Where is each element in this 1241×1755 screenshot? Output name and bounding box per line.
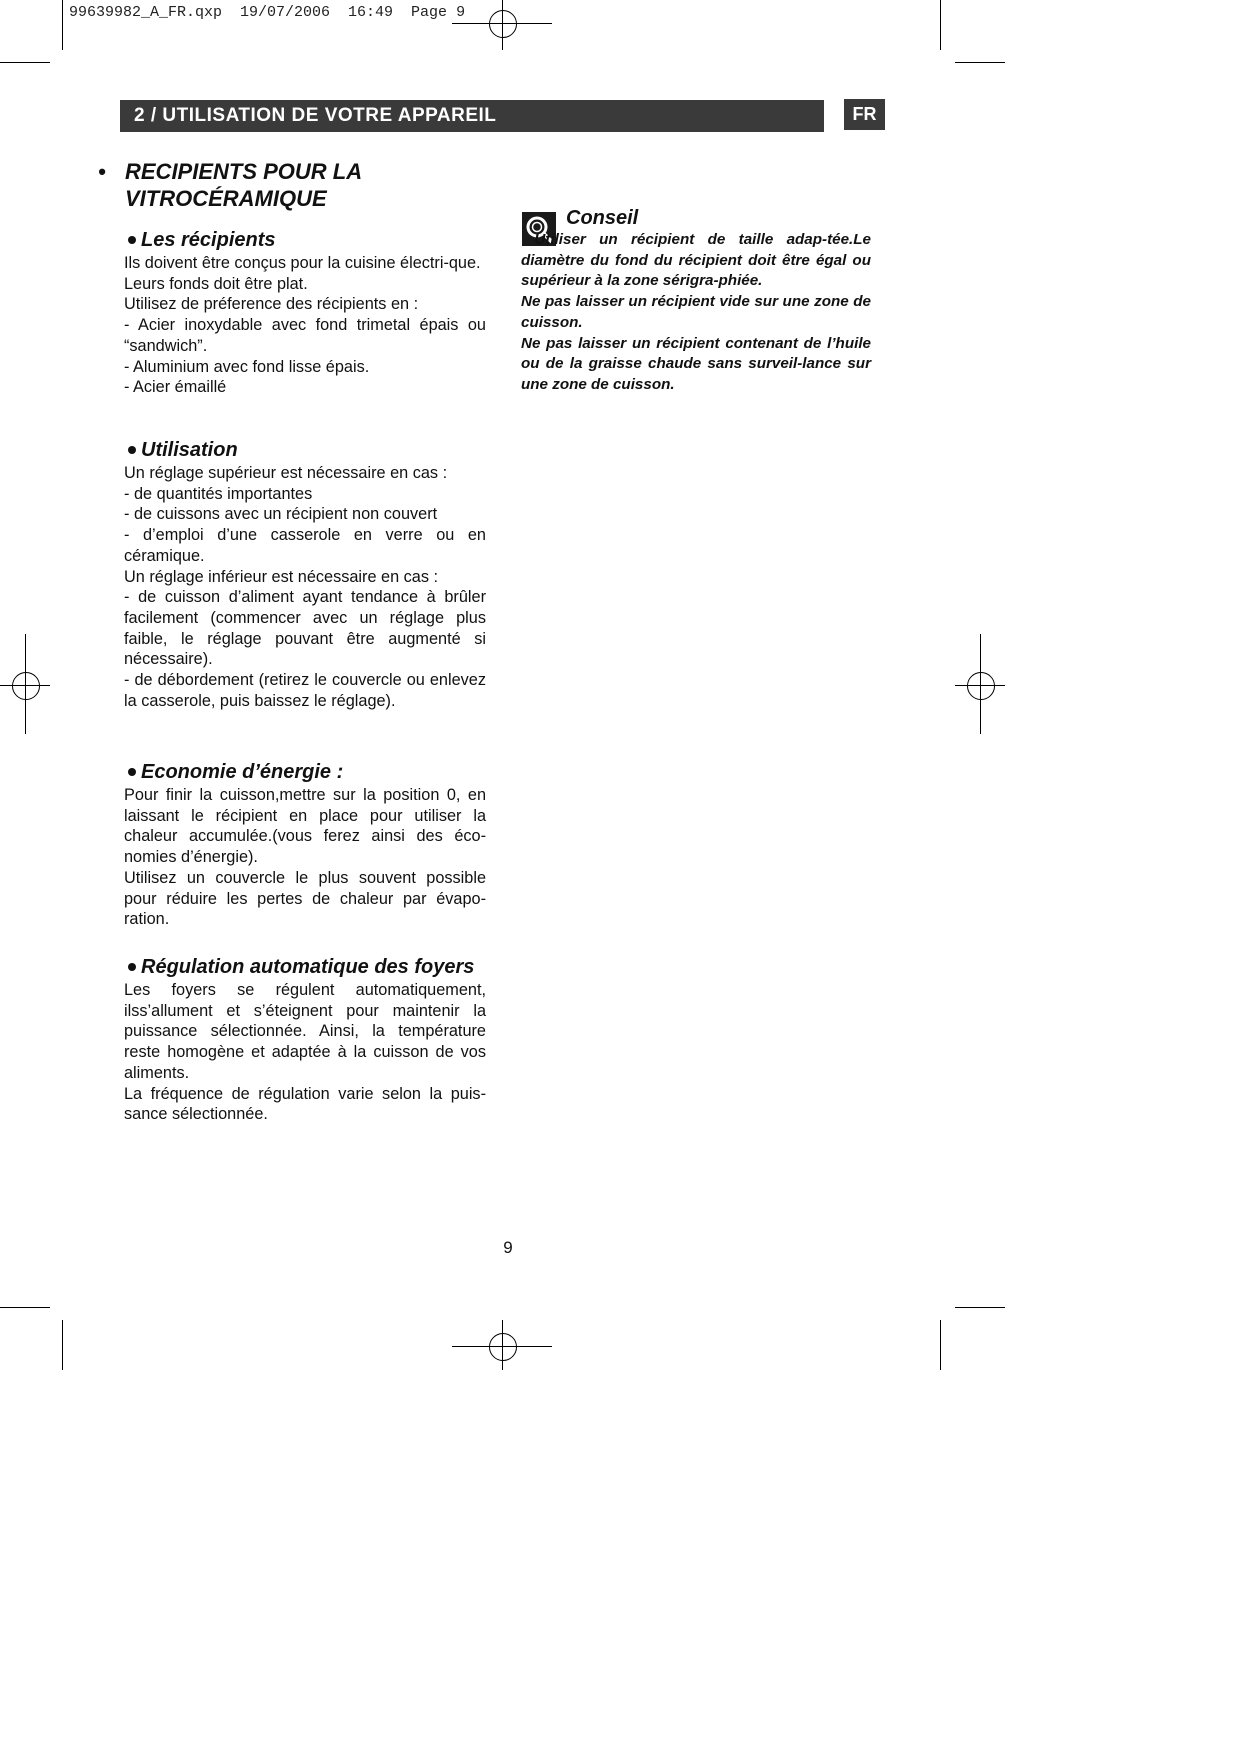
paragraph: Un réglage inférieur est nécessaire en cas : [124, 567, 439, 586]
conseil-title: Conseil [566, 207, 639, 229]
bullet-icon [128, 963, 136, 971]
crop-mark [955, 1307, 1005, 1308]
conseil-paragraph: Utiliser un récipient de taille adap-tée.Le diamètre du fond du récipient doit être égal ou supérieur à la zone sérigra-phiée. [521, 231, 876, 290]
paragraph: Leurs fonds doit être plat. [124, 274, 308, 293]
section-regulation [124, 955, 486, 1125]
crop-mark [940, 0, 941, 50]
section-title: Economie d’énergie : [128, 760, 486, 784]
paragraph: - de débordement (retirez le couvercle ou enlevez la casserole, puis baissez le réglage). [124, 671, 486, 710]
paragraph: Ils doivent être conçus pour la cuisine électri-que. [124, 254, 481, 272]
paragraph: - d’emploi d’une casserole en verre ou en céramique. [124, 526, 486, 565]
title-bullet: • [98, 159, 106, 184]
print-slug: 99639982_A_FR.qxp 19/07/2006 16:49 Page 9 [69, 4, 466, 21]
paragraph: Utilisez un couvercle le plus souvent possible pour réduire les pertes de chaleur par évapo-ration. [124, 868, 486, 929]
section-utilisation [124, 438, 486, 711]
conseil-paragraph: Ne pas laisser un récipient contenant de l’huile ou de la graisse chaude sans surveil-lance sur une zone de cuisson. [521, 334, 871, 393]
section-title: Utilisation [128, 438, 486, 462]
page-number: 9 [503, 1238, 513, 1257]
conseil-paragraph: Ne pas laisser un récipient vide sur une zone de cuisson. [521, 293, 871, 331]
section-header: 2 / UTILISATION DE VOTRE APPAREIL [120, 100, 824, 132]
section-recipients [124, 228, 486, 398]
section-title: Les récipients [128, 228, 486, 252]
paragraph: - Acier inoxydable avec fond trimetal épais ou “sandwich”. [124, 316, 486, 355]
bullet-icon [128, 446, 136, 454]
paragraph: Pour finir la cuisson,mettre sur la position 0, en laissant le récipient en place pour utiliser la chaleur accumulée.(vous ferez ainsi des éco-nomies d’énergie). [124, 786, 486, 867]
conseil-text [521, 230, 876, 396]
main-title-line1: RECIPIENTS POUR LA [125, 159, 363, 184]
section-title: Régulation automatique des foyers [128, 955, 486, 979]
paragraph: Un réglage supérieur est nécessaire en cas : [124, 464, 448, 482]
main-title-line2: VITROCÉRAMIQUE [125, 186, 327, 211]
crop-mark [0, 62, 50, 63]
paragraph: Utilisez de préference des récipients en : [124, 295, 419, 314]
main-title [98, 158, 518, 212]
crop-mark [0, 1307, 50, 1308]
paragraph: - de cuissons avec un récipient non couvert [124, 505, 438, 524]
paragraph: - Aluminium avec fond lisse épais. [124, 357, 370, 376]
crop-mark [955, 62, 1005, 63]
paragraph: - de quantités importantes [124, 484, 313, 503]
bullet-icon [128, 236, 136, 244]
section-economie [124, 760, 486, 930]
crop-mark [62, 1320, 63, 1370]
paragraph: La fréquence de régulation varie selon la puis-sance sélectionnée. [124, 1084, 486, 1124]
paragraph: Les foyers se régulent automatiquement, ilss’allument et s’éteignent pour maintenir la puissance sélectionnée. Ainsi, la température reste homogène et adaptée à la cuisson de vos aliments. [124, 981, 486, 1082]
language-badge: FR [844, 99, 885, 130]
crop-mark [62, 0, 63, 50]
crop-mark [940, 1320, 941, 1370]
paragraph: - de cuisson d’aliment ayant tendance à brûler facilement (commencer avec un réglage plus faible, le réglage pouvant être augmenté si nécessaire). [124, 588, 486, 669]
bullet-icon [128, 768, 136, 776]
paragraph: - Acier émaillé [124, 378, 227, 397]
